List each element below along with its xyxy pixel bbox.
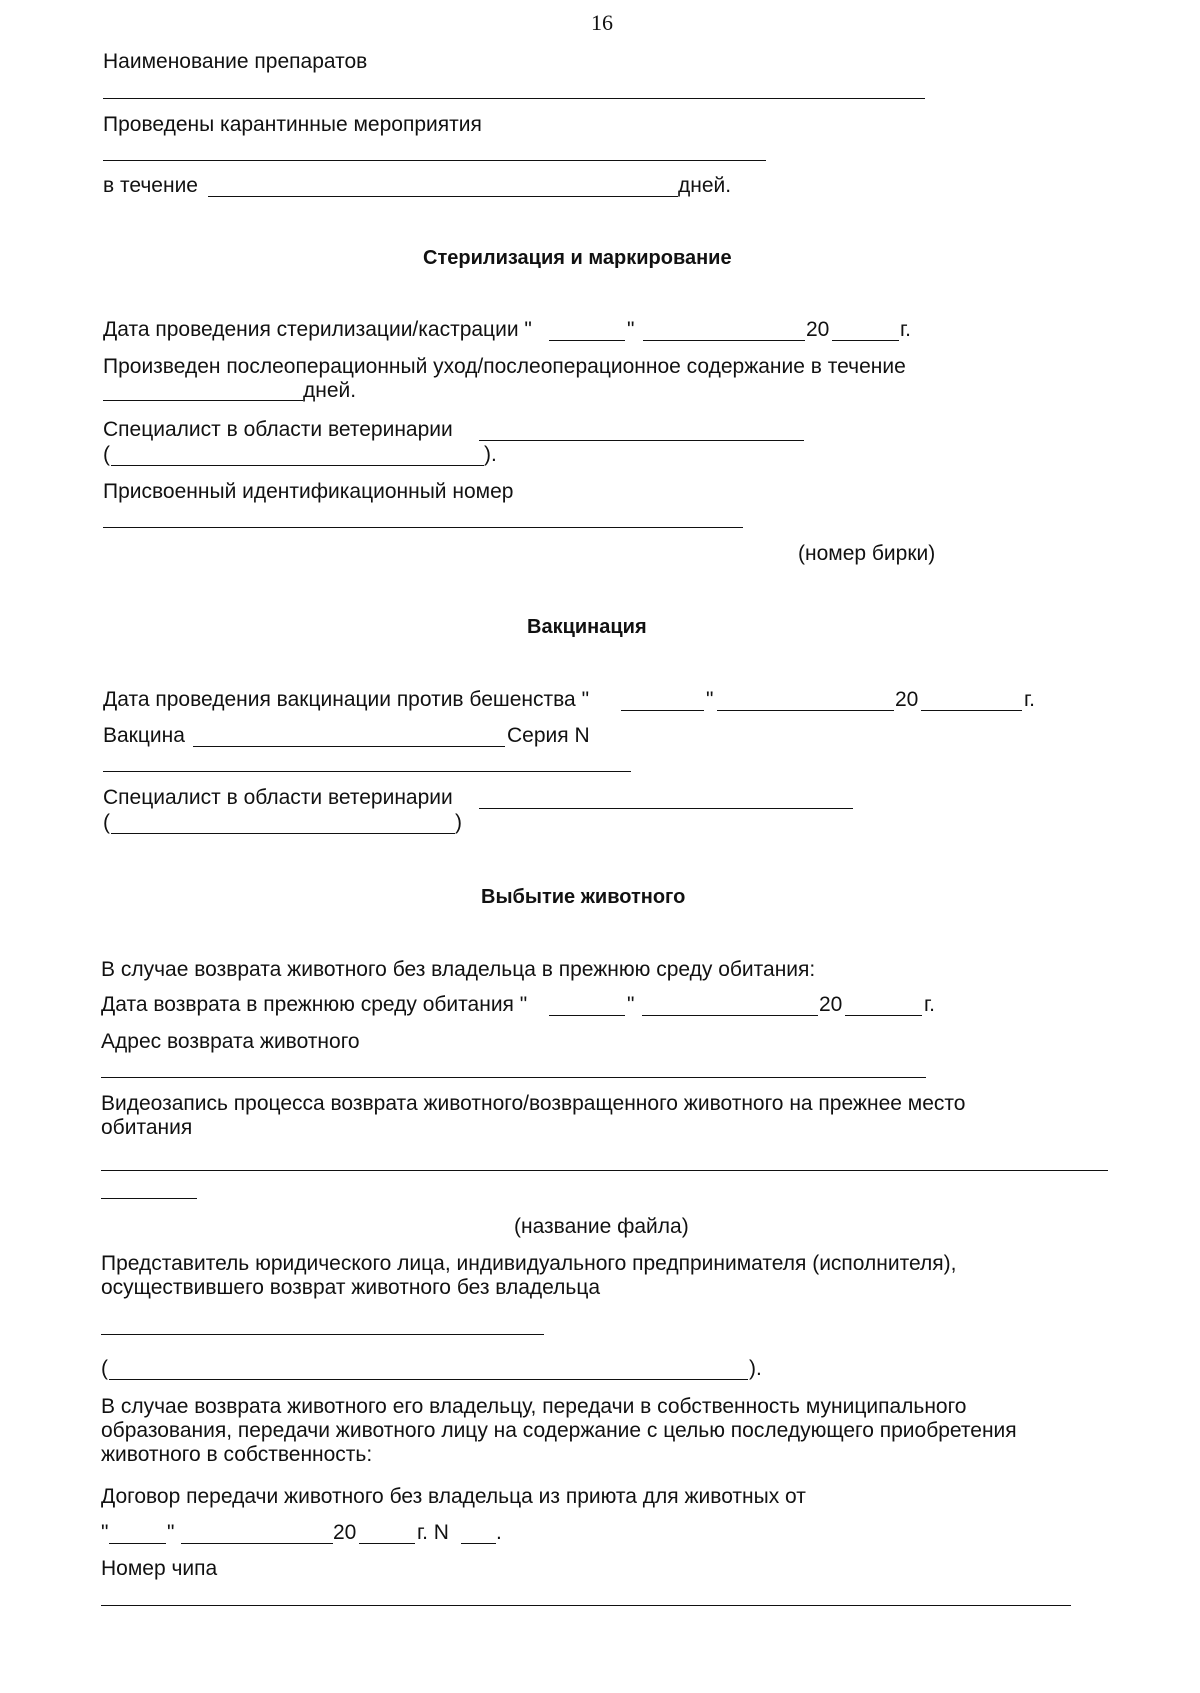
contract-quote-open: " xyxy=(101,1521,109,1544)
vaccination-heading: Вакцинация xyxy=(527,616,647,638)
vet-specialist-label-2: Специалист в области ветеринарии xyxy=(103,786,453,809)
id-number-label: Присвоенный идентификационный номер xyxy=(103,480,514,503)
quarantine-label: Проведены карантинные мероприятия xyxy=(103,113,482,136)
return-quote-close: " xyxy=(627,993,635,1016)
postop-days-line xyxy=(103,400,303,401)
vaccination-year-prefix: 20 xyxy=(895,688,919,711)
return-year-prefix: 20 xyxy=(819,993,843,1016)
return-date-label: Дата возврата в прежнюю среду обитания " xyxy=(101,993,528,1016)
series-line xyxy=(103,771,631,772)
chip-number-label: Номер чипа xyxy=(101,1557,218,1580)
video-file-line-1 xyxy=(101,1170,1108,1171)
vet-specialist-line-1 xyxy=(479,440,804,441)
series-label: Серия N xyxy=(507,724,590,747)
vet-specialist-line-2 xyxy=(479,808,853,809)
contract-year-prefix: 20 xyxy=(333,1521,357,1544)
drugs-name-line xyxy=(103,98,925,99)
vet-name-close-2: ) xyxy=(455,811,462,834)
drugs-name-label: Наименование препаратов xyxy=(103,50,368,73)
file-name-caption: (название файла) xyxy=(514,1215,689,1238)
return-wild-label: В случае возврата животного без владельца в прежнюю среду обитания: xyxy=(101,958,816,981)
sterilization-quote-close: " xyxy=(627,318,635,341)
owner-return-label-3: животного в собственность: xyxy=(101,1443,373,1466)
quarantine-days-label: дней. xyxy=(678,174,732,197)
video-file-line-2 xyxy=(101,1198,197,1199)
contract-label: Договор передачи животного без владельца из приюта для животных от xyxy=(101,1485,806,1508)
representative-signature-line xyxy=(101,1334,544,1335)
contract-number-dot: . xyxy=(496,1521,502,1544)
vaccine-label: Вакцина xyxy=(103,724,185,747)
tag-number-caption: (номер бирки) xyxy=(798,542,936,565)
owner-return-label-2: образования, передачи животного лицу на содержание с целью последующего приобретения xyxy=(101,1419,1017,1442)
representative-label-1: Представитель юридического лица, индивидуального предпринимателя (исполнителя), xyxy=(101,1252,957,1275)
quarantine-line xyxy=(103,160,766,161)
vaccine-line xyxy=(193,746,505,747)
return-day-line xyxy=(549,1015,625,1016)
postop-care-label: Произведен послеоперационный уход/послеоперационное содержание в течение xyxy=(103,355,906,378)
video-label-1: Видеозапись процесса возврата животного/возвращенного животного на прежнее место xyxy=(101,1092,966,1115)
video-label-2: обитания xyxy=(101,1116,193,1139)
representative-label-2: осуществившего возврат животного без владельца xyxy=(101,1276,601,1299)
vet-name-open-2: ( xyxy=(103,811,110,834)
vet-name-line-2 xyxy=(111,833,455,834)
return-year-suffix: г. xyxy=(924,993,935,1016)
sterilization-heading: Стерилизация и маркирование xyxy=(423,247,732,269)
contract-month-line xyxy=(181,1543,333,1544)
return-address-line xyxy=(101,1077,926,1078)
sterilization-year-suffix: г. xyxy=(900,318,911,341)
vaccination-year-line xyxy=(921,710,1022,711)
contract-quote-close: " xyxy=(167,1521,175,1544)
vaccination-day-line xyxy=(621,710,704,711)
sterilization-year-prefix: 20 xyxy=(806,318,830,341)
disposal-heading: Выбытие животного xyxy=(481,886,686,908)
vet-name-line-1 xyxy=(111,465,484,466)
return-year-line xyxy=(845,1015,922,1016)
sterilization-day-line xyxy=(549,340,625,341)
quarantine-during-label: в течение xyxy=(103,174,198,197)
vaccination-quote-close: " xyxy=(706,688,714,711)
contract-number-label: г. N xyxy=(417,1521,449,1544)
return-month-line xyxy=(642,1015,818,1016)
owner-return-label-1: В случае возврата животного его владельцу, передачи в собственность муниципального xyxy=(101,1395,967,1418)
representative-name-close: ). xyxy=(749,1357,762,1380)
contract-year-line xyxy=(359,1543,415,1544)
vaccination-month-line xyxy=(717,710,894,711)
representative-name-open: ( xyxy=(101,1357,108,1380)
vet-name-open-1: ( xyxy=(103,443,110,466)
id-number-line xyxy=(103,527,743,528)
chip-number-line xyxy=(101,1605,1071,1606)
vet-name-close-1: ). xyxy=(484,443,497,466)
return-address-label: Адрес возврата животного xyxy=(101,1030,360,1053)
sterilization-date-label: Дата проведения стерилизации/кастрации " xyxy=(103,318,532,341)
vaccination-year-suffix: г. xyxy=(1024,688,1035,711)
sterilization-month-line xyxy=(643,340,805,341)
quarantine-days-line xyxy=(208,196,678,197)
representative-name-line xyxy=(109,1379,748,1380)
vaccination-date-label: Дата проведения вакцинации против бешенства " xyxy=(103,688,590,711)
contract-day-line xyxy=(109,1543,166,1544)
contract-number-line xyxy=(461,1543,496,1544)
page-number: 16 xyxy=(591,10,613,35)
vet-specialist-label-1: Специалист в области ветеринарии xyxy=(103,418,453,441)
sterilization-year-line xyxy=(832,340,899,341)
postop-days-label: дней. xyxy=(303,379,357,402)
